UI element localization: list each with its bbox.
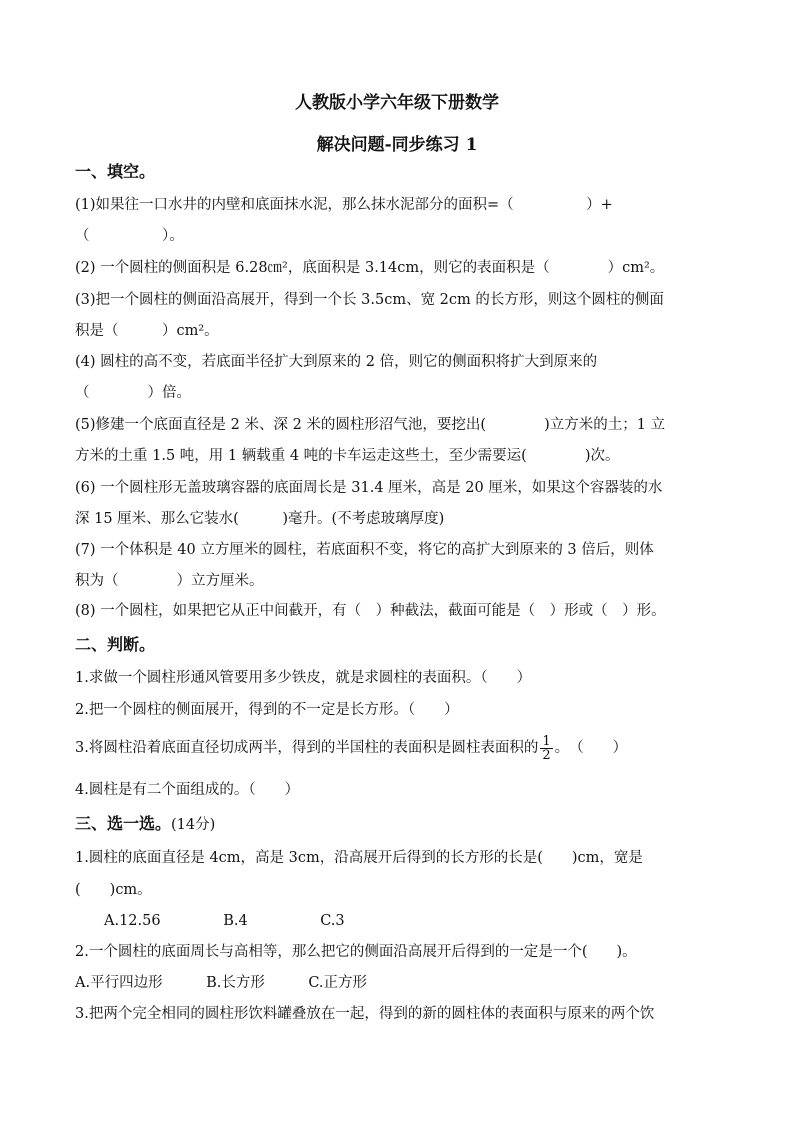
judge-question: 4.圆柱是有二个面组成的。（ ） (75, 782, 300, 798)
page-subtitle: 解决问题-同步练习 1 (316, 135, 478, 155)
choice-line: ( )cm。 (75, 882, 152, 898)
judge-question: 2.把一个圆柱的侧面展开，得到的不一定是长方形。（ ） (75, 702, 459, 718)
fraction-one-half (540, 735, 552, 762)
fraction-numerator: 1 (542, 733, 551, 749)
fill-line: （ ）。 (75, 228, 184, 244)
section-heading-choice: 三、选一选。 (75, 814, 172, 833)
page-title: 人教版小学六年级下册数学 (295, 93, 499, 113)
fill-line: 深 15 厘米、那么它装水( )毫升。(不考虑玻璃厚度) (75, 511, 445, 527)
judge-question (75, 732, 725, 764)
choice-line: 2.一个圆柱的底面周长与高相等，那么把它的侧面沿高展开后得到的一定是一个( )。 (75, 944, 637, 960)
fill-line: (1)如果往一口水井的内壁和底面抹水泥，那么抹水泥部分的面积=（ ）+ (75, 197, 613, 213)
fill-line: (6) 一个圆柱形无盖玻璃容器的底面周长是 31.4 厘米，高是 20 厘米，如果这个容器装的水 (75, 480, 663, 496)
choice-options: A.12.56 B.4 C.3 (75, 913, 345, 929)
choice-line: 1.圆柱的底面直径是 4cm，高是 3cm，沿高展开后得到的长方形的长是( )cm，宽是 (75, 850, 643, 866)
judge-question-text: 3.将圆柱沿着底面直径切成两半，得到的半国柱的表面积是圆柱表面积的 (75, 740, 539, 756)
choice-options: A.平行四边形 B.长方形 C.正方形 (75, 975, 368, 991)
fill-line: 积是（ ）cm²。 (75, 323, 219, 339)
fill-line: 方米的土重 1.5 吨，用 1 辆载重 4 吨的卡车运走这些土，至少需要运( )次。 (75, 448, 620, 464)
fill-line: (3)把一个圆柱的侧面沿高展开，得到一个长 3.5cm、宽 2cm 的长方形，则这个圆柱的侧面 (75, 292, 664, 308)
fill-line: (7) 一个体积是 40 立方厘米的圆柱，若底面积不变，将它的高扩大到原来的 3 倍后，则体 (75, 542, 654, 558)
judge-question-tail: 。 （ ） (554, 740, 628, 756)
section-heading-true-false: 二、判断。 (75, 635, 156, 654)
fill-line: 积为（ ）立方厘米。 (75, 573, 264, 589)
fill-line: (4) 圆柱的高不变，若底面半径扩大到原来的 2 倍，则它的侧面积将扩大到原来的 (75, 354, 598, 370)
section-heading-fill-blank: 一、填空。 (75, 162, 156, 181)
fill-line: （ ）倍。 (75, 385, 191, 401)
section-heading-choice-row (75, 814, 725, 835)
section-score: (14分) (171, 817, 216, 833)
fill-line: (2) 一个圆柱的侧面积是 6.28㎝²，底面积是 3.14cm，则它的表面积是（ ）cm²。 (75, 260, 665, 276)
fill-line: (5)修建一个底面直径是 2 米、深 2 米的圆柱形沼气池，要挖出( )立方米的土；1 立 (75, 417, 666, 433)
fill-line: (8) 一个圆柱，如果把它从正中间截开，有（ ）种截法，截面可能是（ ）形或（ ）形。 (75, 603, 666, 619)
choice-line: 3.把两个完全相同的圆柱形饮料罐叠放在一起，得到的新的圆柱体的表面积与原来的两个饮 (75, 1006, 655, 1022)
fraction-denominator: 2 (542, 747, 551, 763)
judge-question: 1.求做一个圆柱形通风管要用多少铁皮，就是求圆柱的表面积。（ ） (75, 670, 532, 686)
